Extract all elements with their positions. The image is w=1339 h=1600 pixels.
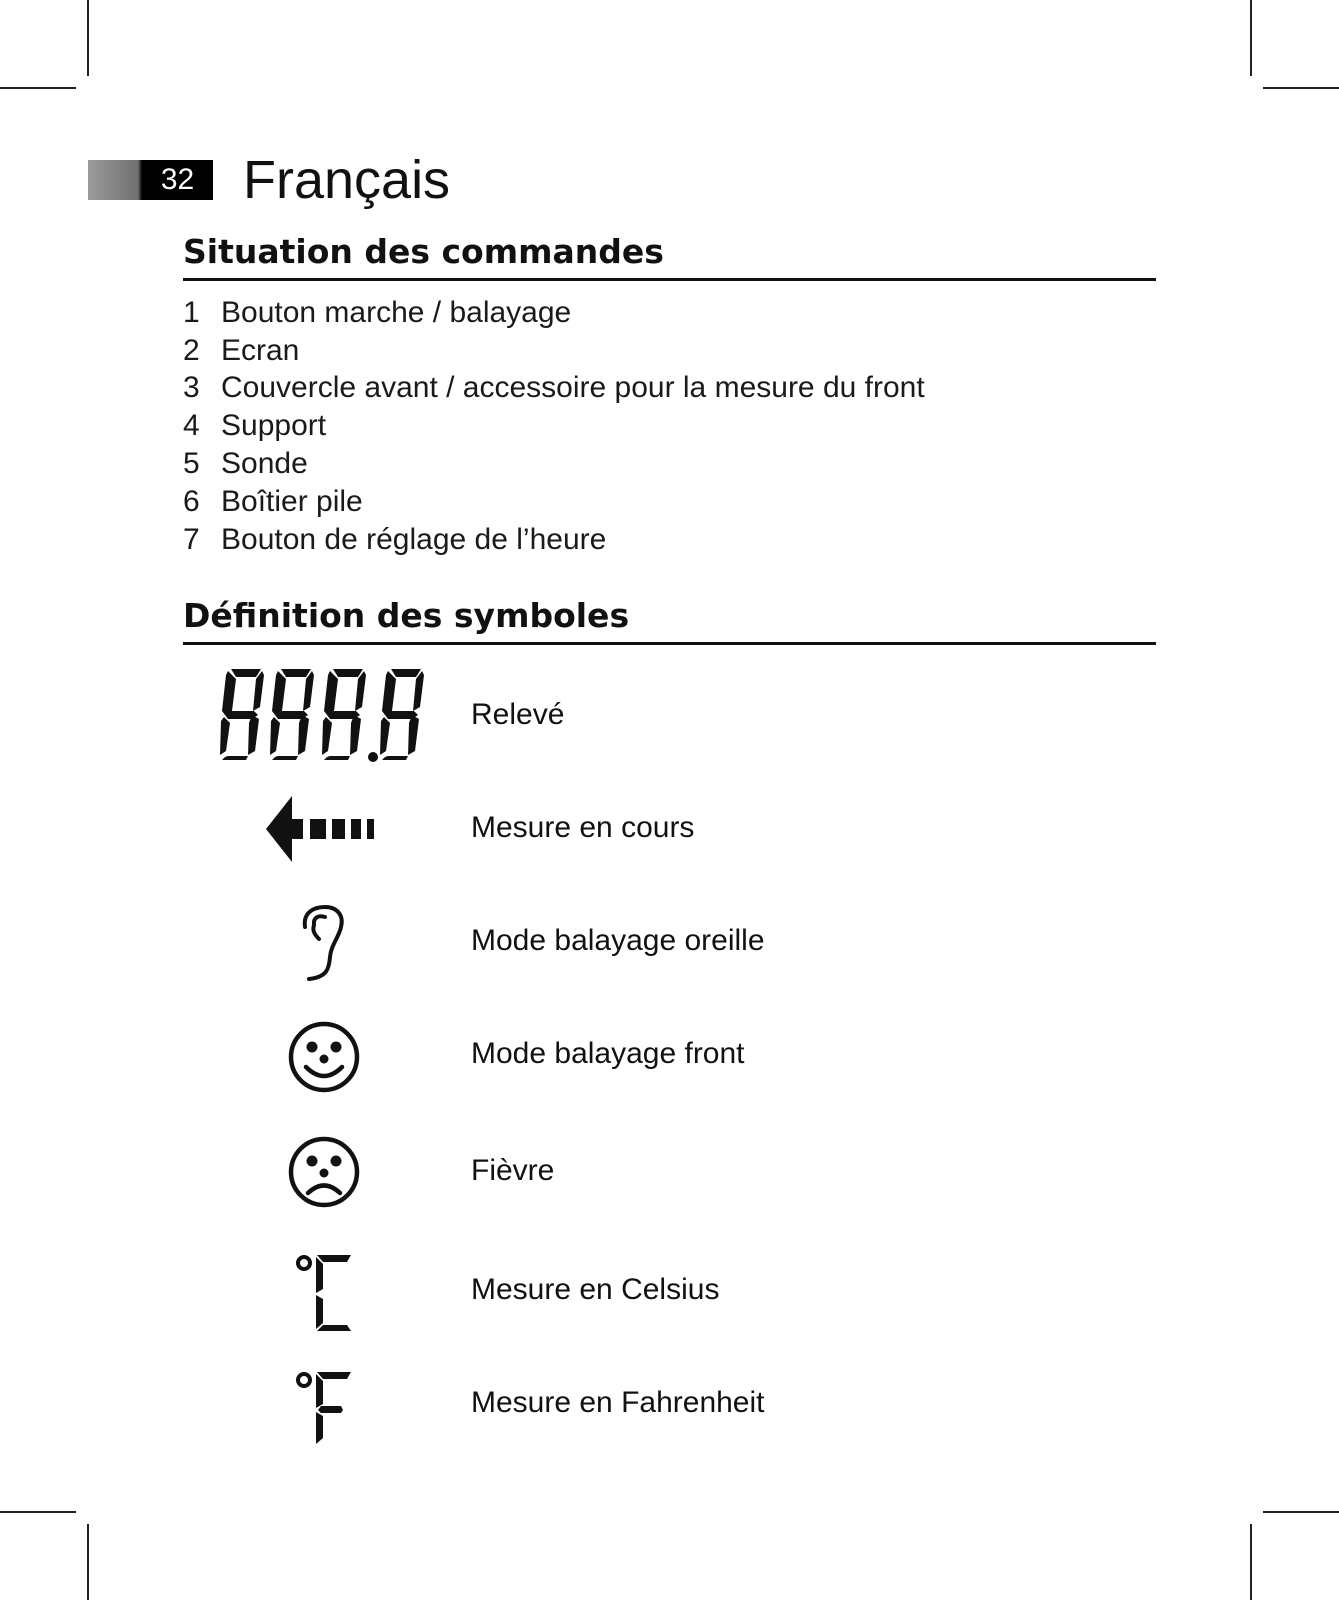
crop-mark — [1263, 1511, 1339, 1513]
fahrenheit-icon — [183, 1353, 458, 1453]
item-number: 5 — [183, 447, 200, 481]
crop-mark — [1250, 0, 1252, 76]
language-title: Français — [243, 150, 451, 210]
list-item — [183, 521, 925, 559]
symbol-label: Mode balayage oreille — [471, 924, 765, 957]
crop-mark — [0, 87, 76, 89]
symbol-label: Relevé — [471, 698, 565, 731]
item-label: Bouton de réglage de l’heure — [221, 522, 607, 556]
crop-mark — [1263, 87, 1339, 89]
list-item — [183, 332, 925, 370]
symbols-section — [183, 594, 1156, 645]
symbol-label: Fièvre — [471, 1154, 555, 1187]
crop-mark — [87, 1524, 89, 1600]
item-number: 6 — [183, 484, 200, 518]
controls-heading: Situation des commandes — [183, 230, 1156, 281]
item-number: 7 — [183, 522, 200, 556]
symbol-label: Mesure en Fahrenheit — [471, 1386, 765, 1419]
list-item — [183, 294, 925, 332]
list-item — [183, 445, 925, 483]
symbol-row — [183, 1121, 1156, 1221]
list-item — [183, 483, 925, 521]
item-label: Sonde — [221, 447, 308, 481]
smiley-face-icon — [183, 1004, 458, 1104]
celsius-icon — [183, 1240, 458, 1340]
symbol-label: Mesure en cours — [471, 811, 695, 844]
item-label: Ecran — [221, 333, 300, 367]
arrow-left-dashed-icon — [183, 778, 458, 878]
page-number: 32 — [160, 163, 195, 196]
list-item — [183, 370, 925, 408]
page-number-badge — [88, 160, 213, 200]
symbol-label: Mode balayage front — [471, 1037, 745, 1070]
item-number: 2 — [183, 333, 200, 367]
symbol-row — [183, 1004, 1156, 1104]
controls-section — [183, 230, 1156, 281]
item-number: 3 — [183, 371, 200, 405]
symbol-row — [183, 665, 1156, 765]
crop-mark — [1250, 1524, 1252, 1600]
item-label: Bouton marche / balayage — [221, 295, 572, 329]
item-number: 1 — [183, 295, 200, 329]
symbol-row — [183, 1353, 1156, 1453]
item-label: Support — [221, 409, 327, 443]
list-item — [183, 407, 925, 445]
ear-icon — [183, 891, 458, 991]
symbol-row — [183, 891, 1156, 991]
symbol-row — [183, 1240, 1156, 1340]
item-label: Couvercle avant / accessoire pour la mesure du front — [221, 371, 925, 405]
sad-face-icon — [183, 1121, 458, 1221]
symbols-heading: Définition des symboles — [183, 594, 1156, 645]
crop-mark — [0, 1511, 76, 1513]
item-number: 4 — [183, 409, 200, 443]
crop-mark — [87, 0, 89, 76]
controls-list — [183, 294, 925, 559]
item-label: Boîtier pile — [221, 484, 363, 518]
symbol-label: Mesure en Celsius — [471, 1273, 720, 1306]
lcd-digits-icon — [183, 665, 458, 765]
symbol-row — [183, 778, 1156, 878]
